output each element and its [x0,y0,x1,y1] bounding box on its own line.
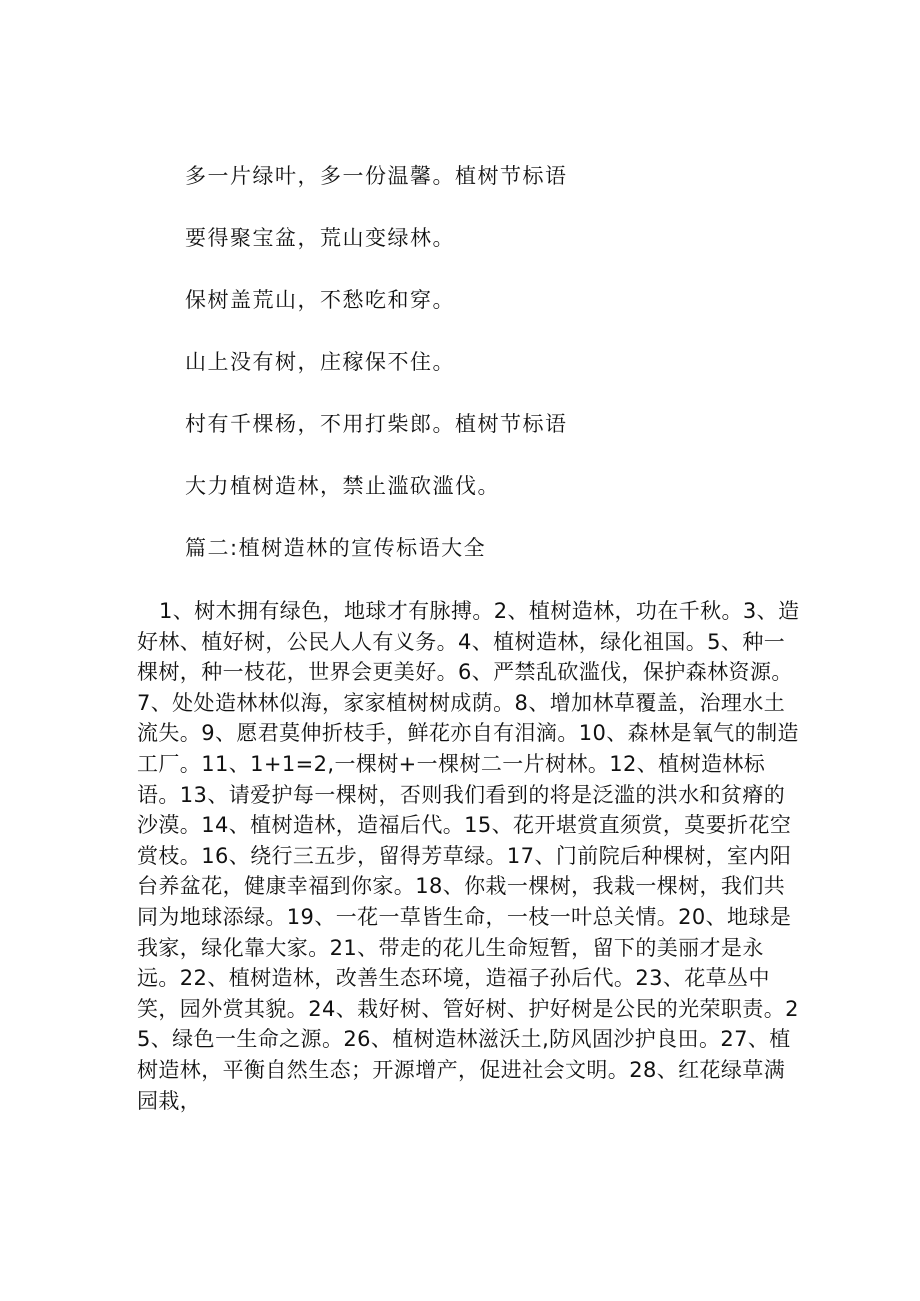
slogan-line: 保树盖荒山，不愁吃和穿。 [185,288,455,312]
slogan-line: 大力植树造林，禁止滥砍滥伐。 [185,474,500,498]
slogan-line: 山上没有树，庄稼保不住。 [185,350,455,374]
body-paragraph: 1、树木拥有绿色，地球才有脉搏。2、植树造林，功在千秋。3、造好林、植好树，公民人人有义务。4、植树造林，绿化祖国。5、种一棵树，种一枝花，世界会更美好。6、严禁乱砍滥伐，保护森林资源。7、处处造林林似海，家家植树树成荫。8、增加林草覆盖，治理水土流失。9、愿君莫伸折枝手，鲜花亦自有泪滴。10、森林是氧气的制造工厂。11、1+1=2,一棵树+一棵树二一片树林。12、植树造林标语。13、请爱护每一棵树，否则我们看到的将是泛滥的洪水和贫瘠的沙漠。14、植树造林，造福后代。15、花开堪赏直须赏，莫要折花空赏枝。16、绕行三五步，留得芳草绿。17、门前院后种棵树，室内阳台养盆花，健康幸福到你家。18、你栽一棵树，我栽一棵树，我们共同为地球添绿。19、一花一草皆生命，一枝一叶总关情。20、地球是我家，绿化靠大家。21、带走的花儿生命短暂，留下的美丽才是永远。22、植树造林，改善生态环境，造福子孙后代。23、花草丛中笑，园外赏其貌。24、栽好树、管好树、护好树是公民的光荣职责。25、绿色一生命之源。26、植树造林滋沃土,防风固沙护良田。27、植树造林，平衡自然生态；开源增产，促进社会文明。28、红花绿草满园栽， [137,599,800,1113]
slogan-line: 要得聚宝盆，荒山变绿林。 [185,226,455,250]
slogan-line: 村有千棵杨，不用打柴郎。植树节标语 [185,412,568,436]
section-heading: 篇二:植树造林的宣传标语大全 [185,536,487,560]
slogan-line: 多一片绿叶，多一份温馨。植树节标语 [185,164,568,188]
